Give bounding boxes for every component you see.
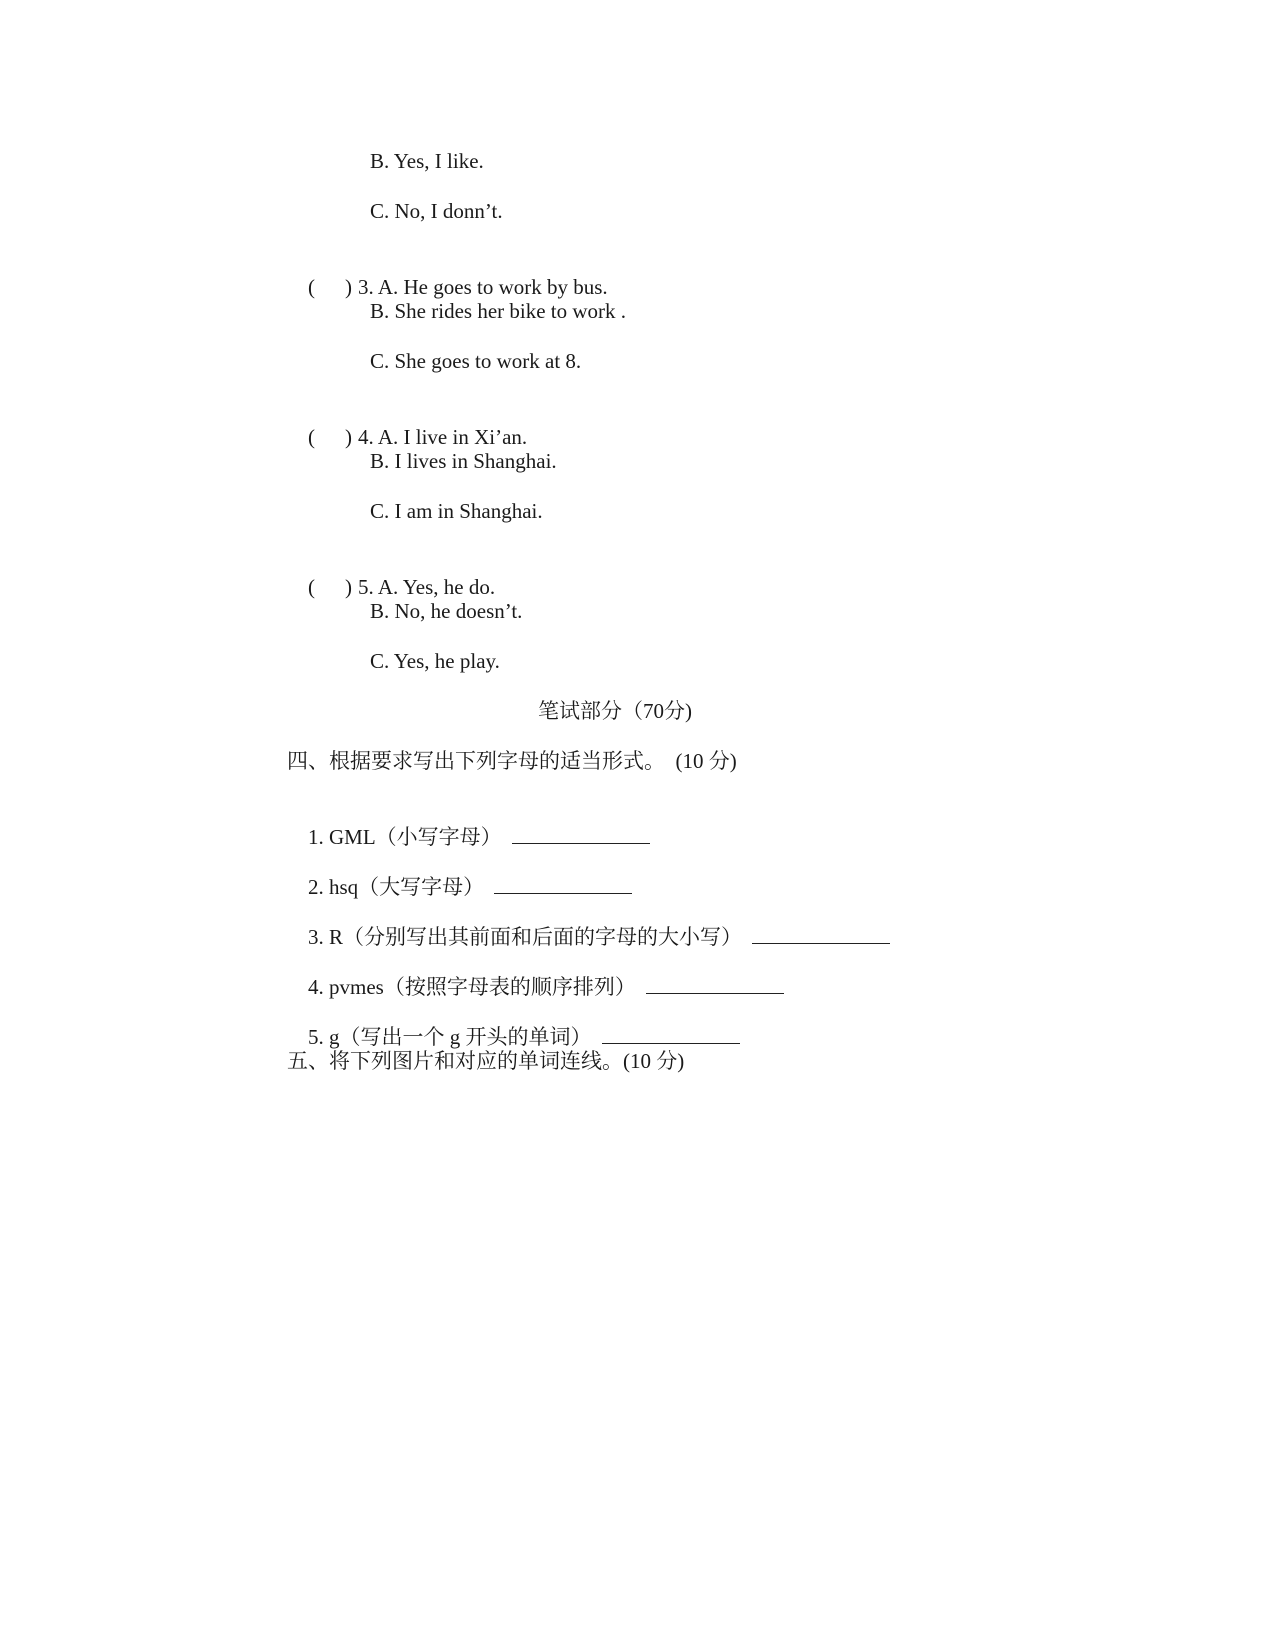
answer-blank[interactable] [646,975,784,994]
q2-option-b: B. Yes, I like. [370,149,484,173]
q5-option-b: B. No, he doesn’t. [370,599,523,623]
answer-bracket[interactable]: ( ) [308,425,352,449]
part5-heading: 五、将下列图片和对应的单词连线。(10 分) [287,1049,685,1073]
q5-option-a: 5. A. Yes, he do. [358,575,496,599]
item-prompt: 2. hsq（大写字母） [308,875,485,899]
answer-blank[interactable] [494,875,632,894]
part4-heading: 四、根据要求写出下列字母的适当形式。 (10 分) [287,749,737,773]
answer-bracket[interactable]: ( ) [308,575,352,599]
answer-bracket[interactable]: ( ) [308,275,352,299]
item-prompt: 1. GML（小写字母） [308,825,502,849]
q4-option-b: B. I lives in Shanghai. [370,449,557,473]
q5-option-c: C. Yes, he play. [370,649,500,673]
answer-blank[interactable] [512,825,650,844]
q2-option-c: C. No, I donn’t. [370,199,503,223]
q3-option-a: 3. A. He goes to work by bus. [358,275,608,299]
section-title: 笔试部分（70分) [538,699,692,723]
answer-blank[interactable] [752,925,890,944]
item-prompt: 3. R（分别写出其前面和后面的字母的大小写） [308,925,743,949]
item-prompt: 4. pvmes（按照字母表的顺序排列） [308,975,636,999]
q3-option-b: B. She rides her bike to work . [370,299,627,323]
answer-blank[interactable] [602,1025,740,1044]
q4-option-c: C. I am in Shanghai. [370,499,543,523]
q3-option-c: C. She goes to work at 8. [370,349,582,373]
q4-option-a: 4. A. I live in Xi’an. [358,425,528,449]
item-prompt: 5. g（写出一个 g 开头的单词） [308,1025,592,1049]
